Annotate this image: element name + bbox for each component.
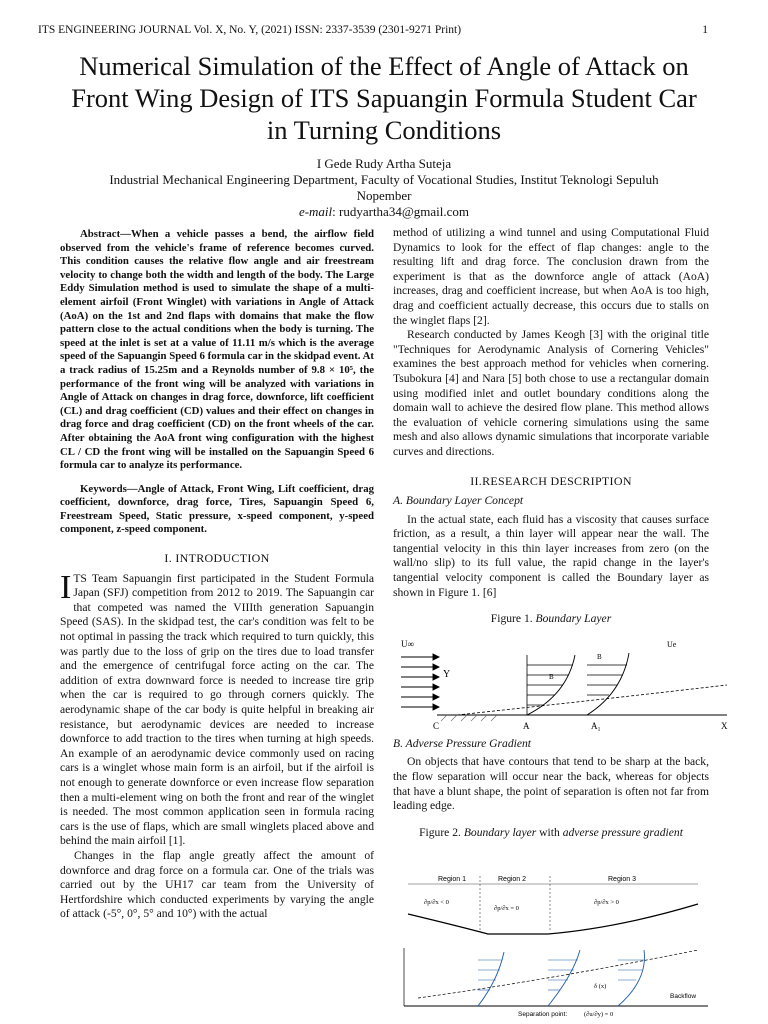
fig1-y-label: Y [443,668,451,680]
figure-1-boundary-layer-diagram [397,635,737,731]
drop-cap: I [60,568,72,606]
velocity-profiles [478,950,644,1006]
running-header [38,24,708,36]
freestream-arrows [401,654,439,710]
paper-title: Numerical Simulation of the Effect of Angle of Attack on Front Wing Design of ITS Sapuangin Formula Student Car in Turning Conditions [71,51,697,145]
fig1-edge-line [457,685,727,715]
separation-equation: (∂u/∂y) = 0 [584,1011,614,1018]
fig2-title-a: Boundary layer [463,825,537,839]
author-name: I Gede Rudy Artha Suteja [316,156,452,171]
fig1-x-label: X [721,720,728,731]
fig1-boundary-curve-2 [587,653,629,715]
figure-1-caption [393,612,709,627]
intro-paragraph-2: Changes in the flap angle greatly affect the amount of downforce and drag force on a formula car. One of the trials was carried out by the UH17 car team from the University of Hertfordshire which conducted experiments by varying the angle of attack (-5°, 0°, 5° and 10°) with the actual [60,848,374,921]
figure-2-caption [393,826,709,841]
keywords: Keywords—Angle of Attack, Front Wing, Lift coefficient, drag coefficient, downforce, drag force, Tires, Sapuangin Speed 6, Freestream Speed, Static pressure, x-speed component, y-speed component, z-speed component. [60,482,374,536]
subsection-a-heading: A. Boundary Layer Concept [393,494,524,508]
author-block [40,156,728,220]
journal-info: ITS ENGINEERING JOURNAL Vol. X, No. Y, (2021) ISSN: 2337-3539 (2301-9271 Print) [38,24,462,36]
gradient-2: ∂p/∂x = 0 [494,905,519,912]
author-email [40,204,728,220]
profile-arrows [527,665,627,705]
fig1-b-label-2: B [597,652,602,661]
right-column [393,226,728,848]
delta-label: δ (x) [594,983,607,990]
region-3-label: Region 3 [608,876,637,883]
adverse-pressure-paragraph: On objects that have contours that tend to be sharp at the back, the flow separation will occur near the back, whereas for objects that have a blunt shape, the point of separation is often not far from leading edge. [393,755,709,813]
fig1-a1-label: A₁ [591,720,601,731]
backflow-label: Backflow [670,993,697,1000]
fig2-title-b: adverse pressure gradient [562,825,683,839]
hatching [441,715,497,721]
separation-label: Separation point: [518,1011,568,1018]
gradient-3: ∂p/∂x > 0 [594,899,619,906]
research-heading: II.RESEARCH DESCRIPTION [470,473,632,488]
intro-paragraph-1 [60,568,374,849]
figure-2-adverse-pressure-diagram [398,870,718,1018]
region-2-label: Region 2 [498,876,527,883]
fig2-mid: with [536,825,563,839]
right-paragraph-2: Research conducted by James Keogh [3] with the original title "Techniques for Aerodynamic Analysis of Cornering Vehicles" examines the best approach method for vehicles when cornering. Tsubokura [4] and Nara [5] both chose to use a rectangular domain using modified inlet and outlet boundary conditions along the domain wall to achieve the desired flow plane. This method allows the evaluation of vehicle cornering simulations using the same mesh and also allows dynamic simulations that incorporate variable curves and directions. [393,328,709,458]
subsection-b-heading: B. Adverse Pressure Gradient [393,736,532,750]
fig2-prefix: Figure 2. [419,825,464,839]
fig1-c-label: C [433,720,440,731]
left-column [60,228,374,922]
right-paragraph-1: method of utilizing a wind tunnel and using Computational Fluid Dynamics to look for the effect of flap changes: angle to the resulting lift and drag force. The conclusion drawn from the experiment is that as the downforce angle of attack (AoA) increases, drag and coefficient increase, but when AoA is too high, drag and coefficient actually decrease, this occurs due to stalls on the winglet flaps [2]. [393,226,709,327]
boundary-layer-paragraph: In the actual state, each fluid has a viscosity that causes surface friction, as a result, a thin layer will appear near the wall. The tangential velocity in this thin layer increases from zero (on the wall/no slip) to its full value, the rapid change in the layer's tangential velocity component is called the Boundary layer as shown in Figure 1. [6] [393,512,709,599]
email-label: e-mail [298,204,333,219]
page-number: 1 [702,24,708,36]
intro-heading: I. INTRODUCTION [164,551,270,566]
region-1-label: Region 1 [438,876,467,883]
fig1-ue-label: Ue [667,639,677,649]
abstract: Abstract—When a vehicle passes a bend, the airflow field observed from the vehicle's frame of reference becomes curved. This condition causes the relative flow angle and air freestream velocity to change both the width and length of the body. The Large Eddy Simulation method is used to simulate the shape of a multi-element airfoil (Front Winglet) with variations in Angle of Attack (AoA) on the 1st and 2nd flaps with domains that make the flow pattern close to the actual conditions when the body is turning. The speed at the inlet is set at a value of 11.11 m/s which is the average speed of the Sapuangin Speed 6 formula car in the skidpad event. At a track radius of 15.25m and a Reynolds number of 9.8 × 10⁵, the performance of the front wing will be analyzed with variations in Angle of Attack on changes in drag force, downforce, lift coefficient (CL) and drag coefficient (CD) values and their effect on changes in drag force and drag coefficient (CD) on the front wheels of the car. After obtaining the AoA front wing configuration with the highest CL / CD the front wing will be installed on the Sapuangin Speed 6 formula car to analyze its performance. [60,228,374,472]
fig1-b-label-1: B [549,672,554,681]
delta-line [418,950,698,998]
fig1-title: Boundary Layer [535,612,612,626]
author-affiliation: Industrial Mechanical Engineering Department, Faculty of Vocational Studies, Institut Teknologi Sepuluh Nopember [109,172,659,203]
fig1-prefix: Figure 1. [490,612,536,626]
contour-wall [408,904,698,934]
fig1-a-label: A [523,720,530,731]
fig1-u-inf-label: U∞ [401,638,414,649]
intro-text-1: TS Team Sapuangin first participated in the Student Formula Japan (SFJ) competition from 2012 to 2019. The Sapuangin car that competed was named the VIIIth generation Sapuangin Speed (SAS). In the skidpad test, the car's condition was felt to be not optimal in passing the track which required to turn quickly, this was partly due to the loss of grip on the tires due to load transfer and the emergence of centrifugal force acting on the car. The addition of extra downward force is needed to increase tire grip when the car is required to go through corners quickly. The aerodynamic shape of the car body is quite helpful in breaking air resistance, but aerodynamic devices are needed to increase downforce to add traction to the tires when turning at high speeds. An example of an aerodynamic device commonly used on racing cars is a winglet whose main form is an airfoil, but if the airfoil is not enough to generate downforce or even increase flow separation then a multi-element wing on both the front and rear of the winglet is needed. The most common application seen in formula racing cars is the use of flaps, which are small winglets placed above and behind the main airfoil [1]. [60,571,374,848]
email-address: : rudyartha34@gmail.com [332,204,470,219]
gradient-1: ∂p/∂x < 0 [424,899,449,906]
